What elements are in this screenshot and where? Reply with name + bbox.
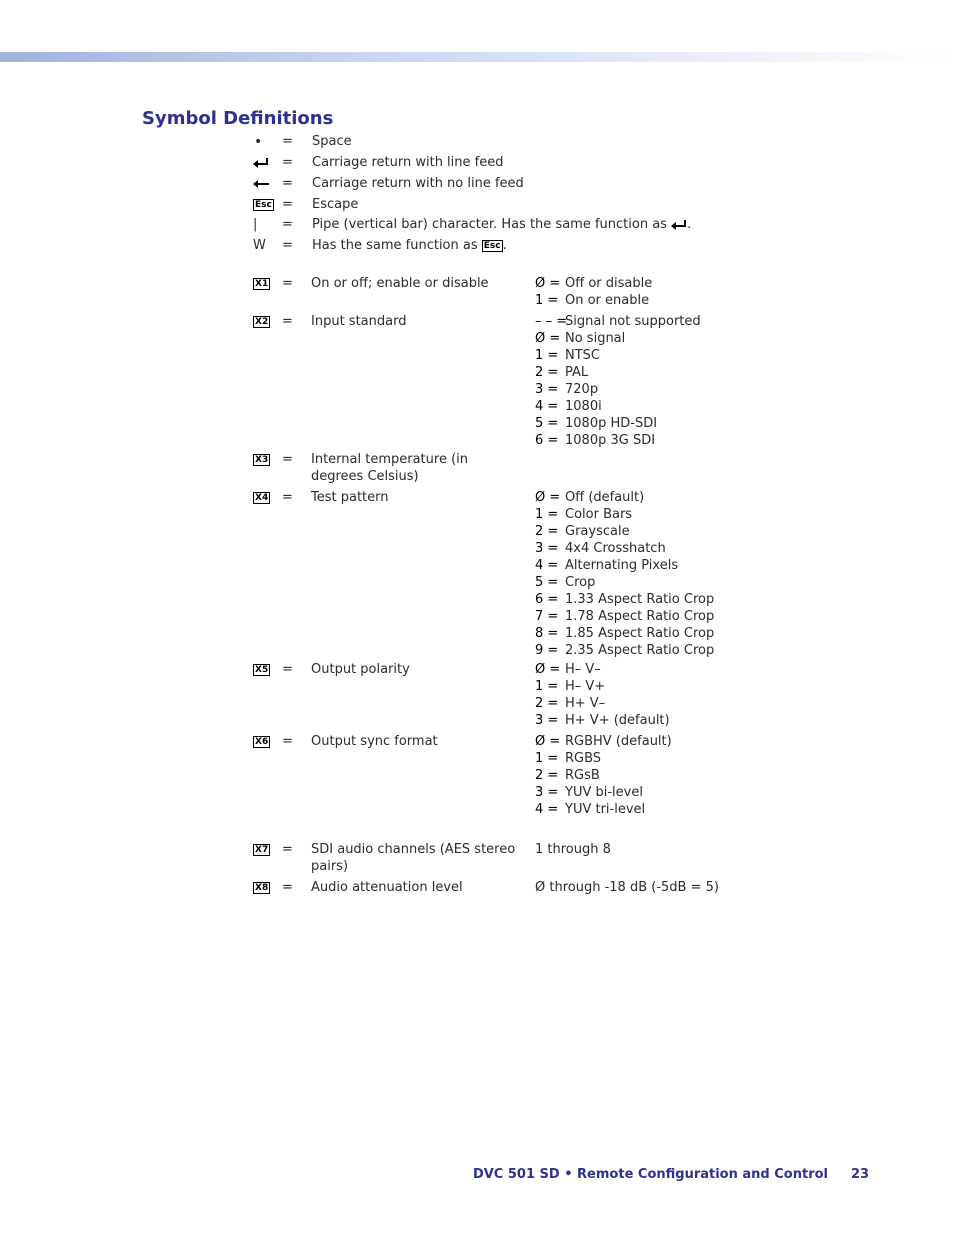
header-gradient-bar (0, 52, 954, 62)
variable-box-icon: X1 (255, 278, 269, 289)
variable-box-icon: X3 (255, 454, 269, 465)
equals-sign: = (282, 880, 293, 895)
value-text: RGBS (565, 751, 602, 766)
value-text: 1.85 Aspect Ratio Crop (565, 626, 715, 641)
carriage-return-no-line-feed-icon (253, 175, 269, 193)
value-text: 1080p HD-SDI (565, 416, 658, 431)
value-text: Grayscale (565, 524, 630, 539)
value-text: 1080i (565, 399, 602, 414)
value-key: Ø = (535, 331, 561, 346)
value-text: On or enable (565, 293, 650, 308)
value-key: 4 = (535, 399, 559, 414)
symbol-description: Carriage return with no line feed (312, 176, 524, 191)
symbol-description: Has the same function as Esc . (312, 238, 507, 253)
symbol-description: Space (312, 134, 352, 149)
variable-description: Audio attenuation level (311, 880, 463, 895)
value-range: 1 through 8 (535, 842, 611, 857)
variable-description: Internal temperature (in degrees Celsius) (311, 452, 469, 484)
equals-sign: = (282, 217, 293, 232)
section-heading: Symbol Definitions (142, 108, 334, 129)
symbol-row-space (0, 133, 954, 151)
value-key: 5 = (535, 575, 559, 590)
value-key: 7 = (535, 609, 559, 624)
equals-sign: = (282, 238, 293, 253)
value-text: 4x4 Crosshatch (565, 541, 666, 556)
variable-description: Output sync format (311, 734, 438, 749)
value-key: 4 = (535, 558, 559, 573)
variable-description: SDI audio channels (AES stereo pairs) (311, 842, 516, 874)
value-text: Signal not supported (565, 314, 701, 329)
pipe-character: | (253, 217, 258, 232)
symbol-description: Carriage return with line feed (312, 155, 504, 170)
variable-description: Output polarity (311, 662, 410, 677)
equals-sign: = (282, 314, 293, 329)
escape-key-icon: Esc (483, 240, 501, 251)
equals-sign: = (282, 662, 293, 677)
value-key: 3 = (535, 382, 559, 397)
value-key: 8 = (535, 626, 559, 641)
value-key: 1 = (535, 507, 559, 522)
value-text: 1.78 Aspect Ratio Crop (565, 609, 715, 624)
value-key: 3 = (535, 713, 559, 728)
value-text: Alternating Pixels (565, 558, 679, 573)
value-key: 3 = (535, 541, 559, 556)
equals-sign: = (282, 842, 293, 857)
symbol-description: Escape (312, 197, 359, 212)
symbol-row-pipe (0, 216, 954, 234)
variable-description: Test pattern (311, 490, 389, 505)
value-key: 2 = (535, 524, 559, 539)
value-text: H– V– (565, 662, 601, 677)
value-key: 6 = (535, 592, 559, 607)
value-key: 5 = (535, 416, 559, 431)
value-text: 1080p 3G SDI (565, 433, 656, 448)
symbol-description: Pipe (vertical bar) character. Has the same function as . (312, 217, 692, 232)
value-key: 1 = (535, 751, 559, 766)
equals-sign: = (282, 155, 293, 170)
value-text: H– V+ (565, 679, 606, 694)
symbol-row-cr-no-lf (0, 175, 954, 193)
value-key: 2 = (535, 365, 559, 380)
value-key: – – = (535, 314, 568, 329)
variable-description: Input standard (311, 314, 407, 329)
value-key: 4 = (535, 802, 559, 817)
value-text: NTSC (565, 348, 600, 363)
value-key: 9 = (535, 643, 559, 658)
page-number: 23 (851, 1167, 870, 1182)
value-text: H+ V– (565, 696, 606, 711)
equals-sign: = (282, 176, 293, 191)
value-text: RGBHV (default) (565, 734, 672, 749)
value-key: Ø = (535, 734, 561, 749)
value-text: 1.33 Aspect Ratio Crop (565, 592, 715, 607)
variable-box-icon: X7 (255, 844, 269, 855)
variable-box-icon: X8 (255, 882, 269, 893)
symbol-row-w (0, 237, 954, 255)
w-character: W (253, 238, 266, 253)
value-key: 6 = (535, 433, 559, 448)
value-key: 2 = (535, 696, 559, 711)
footer-title: DVC 501 SD • Remote Configuration and Control (472, 1167, 828, 1182)
escape-key-icon: Esc (255, 199, 272, 210)
value-text: YUV tri-level (565, 802, 646, 817)
variable-box-icon: X2 (255, 316, 269, 327)
value-key: 1 = (535, 348, 559, 363)
value-text: Off (default) (565, 490, 645, 505)
value-text: No signal (565, 331, 626, 346)
value-text: Crop (565, 575, 596, 590)
value-key: Ø = (535, 276, 561, 291)
bullet-icon: • (254, 134, 263, 150)
equals-sign: = (282, 276, 293, 291)
equals-sign: = (282, 734, 293, 749)
value-text: 2.35 Aspect Ratio Crop (565, 643, 715, 658)
value-text: PAL (565, 365, 589, 380)
value-key: 3 = (535, 785, 559, 800)
variable-description: On or off; enable or disable (311, 276, 489, 291)
equals-sign: = (282, 197, 293, 212)
value-text: 720p (565, 382, 599, 397)
equals-sign: = (282, 134, 293, 149)
symbol-row-escape (0, 196, 954, 214)
symbol-row-cr-lf (0, 154, 954, 172)
value-key: 1 = (535, 679, 559, 694)
value-text: YUV bi-level (565, 785, 643, 800)
value-key: Ø = (535, 490, 561, 505)
equals-sign: = (282, 490, 293, 505)
value-text: H+ V+ (default) (565, 713, 670, 728)
variable-box-icon: X6 (255, 736, 269, 747)
variable-box-icon: X5 (255, 664, 269, 675)
carriage-return-line-feed-icon (671, 220, 687, 230)
page-footer (0, 1167, 954, 1187)
value-text: Color Bars (565, 507, 633, 522)
value-text: RGsB (565, 768, 600, 783)
value-text: Off or disable (565, 276, 653, 291)
value-range: Ø through -18 dB (-5dB = 5) (535, 880, 719, 895)
equals-sign: = (282, 452, 293, 467)
variable-box-icon: X4 (255, 492, 269, 503)
value-key: Ø = (535, 662, 561, 677)
value-key: 2 = (535, 768, 559, 783)
value-key: 1 = (535, 293, 559, 308)
carriage-return-line-feed-icon (253, 154, 269, 172)
